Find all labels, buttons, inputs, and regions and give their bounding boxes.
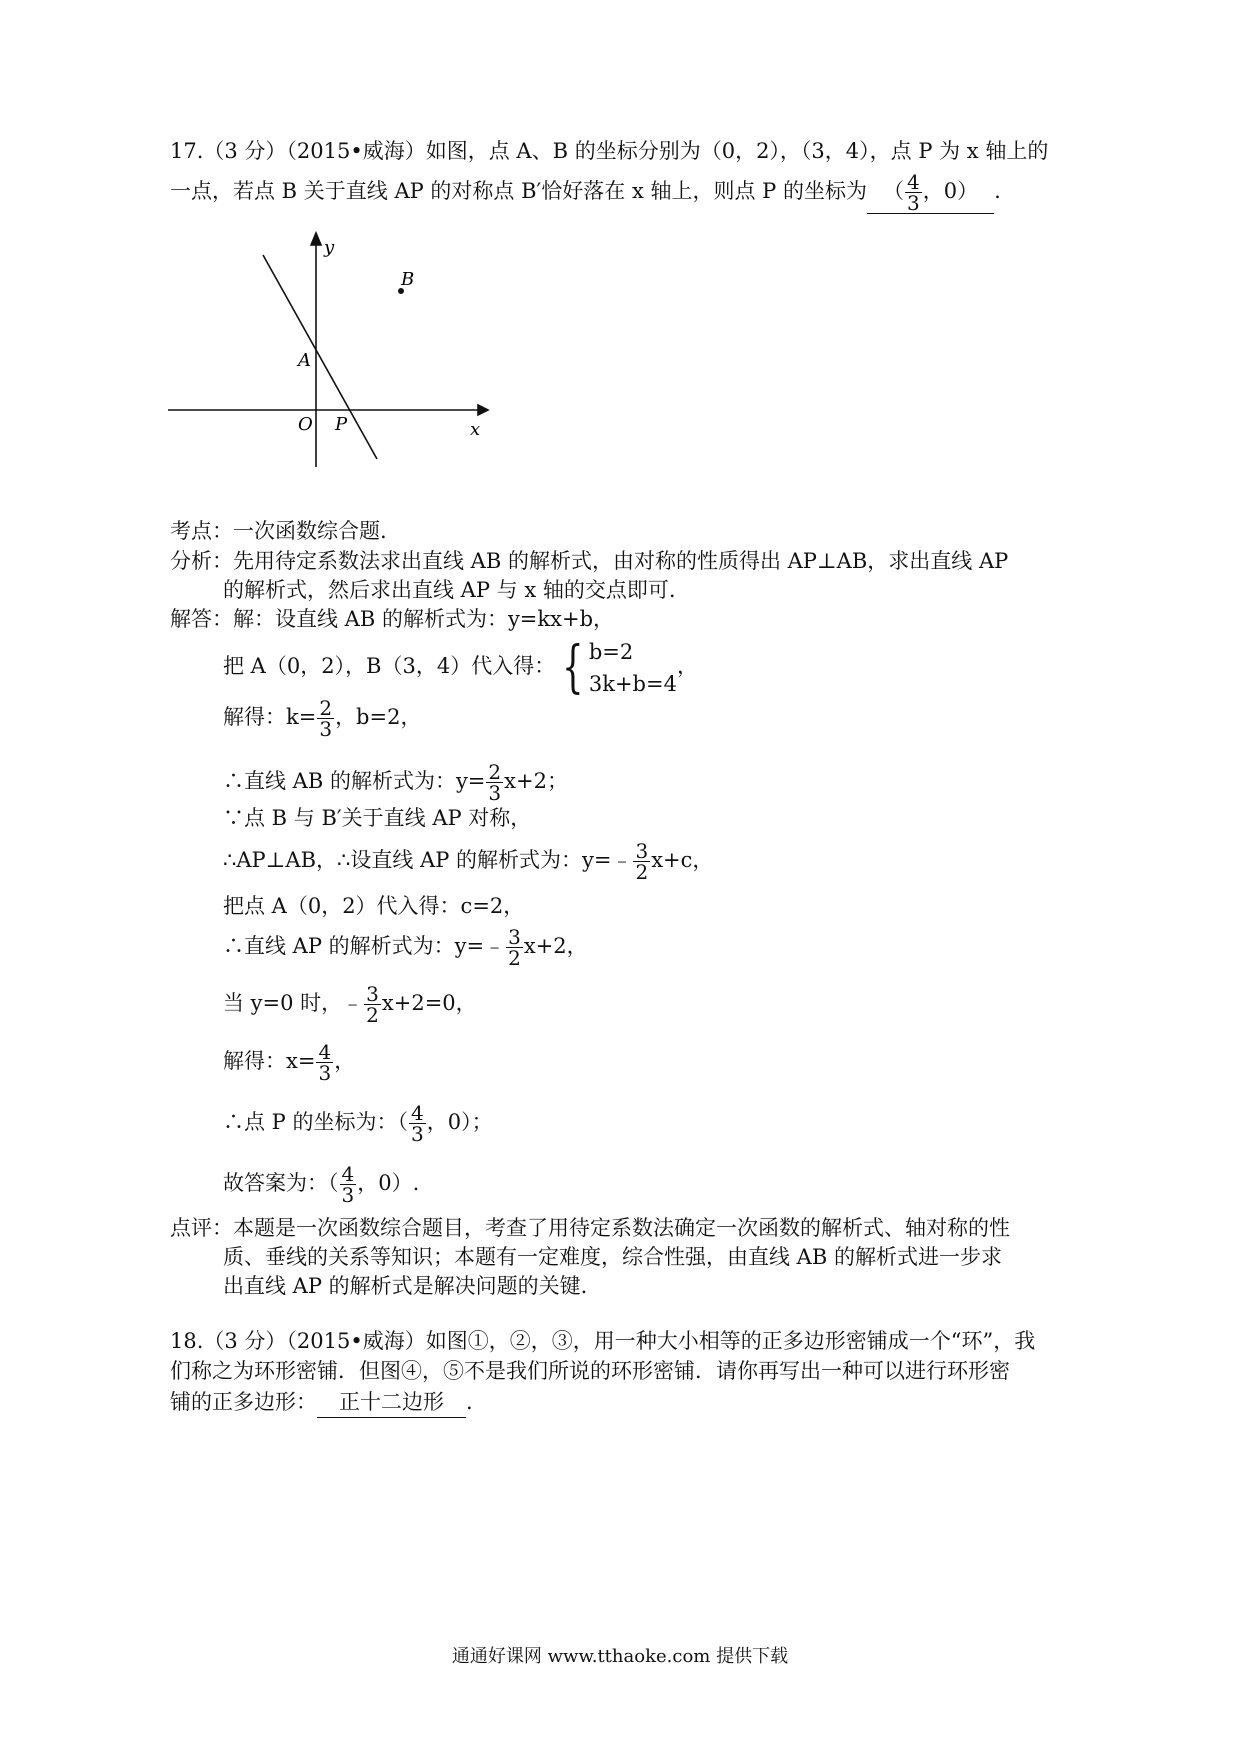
x-axis-arrow [478,405,488,415]
s9-num: 3 [366,982,379,1006]
dianping-text2: 质、垂线的关系等知识；本题有一定难度，综合性强，由直线 AB 的解析式进一步求 [223,1245,1002,1269]
jieda-s7: 把点 A（0，2）代入得：c=2， [223,894,525,918]
jieda-s12 [223,1163,419,1205]
jieda-s2: 把 A（0，2），B（3，4）代入得： [223,654,556,678]
kaodian-line [170,516,387,546]
jieda-s11 [223,1102,493,1144]
s3-fraction [317,698,334,739]
s12-fraction [340,1164,357,1205]
q17-line2-text: 一点，若点 B 关于直线 AP 的对称点 B′恰好落在 x 轴上，则点 P 的坐标为 [170,179,867,203]
dianping-text1: 本题是一次函数综合题目，考查了用待定系数法确定一次函数的解析式、轴对称的性 [233,1216,1010,1240]
s9-den: 2 [366,1003,379,1027]
q17-answer-fraction [905,172,922,213]
footer-text: 通通好课网 www.tthaoke.com 提供下载 [451,1646,789,1667]
fenxi-text1: 先用待定系数法求出直线 AB 的解析式，由对称的性质得出 AP⊥AB，求出直线 AP [233,549,1009,573]
system-eq2: 3k+b=4 [588,671,677,696]
s11-fraction [409,1103,426,1144]
dianping-text3: 出直线 AP 的解析式是解决问题的关键. [223,1274,588,1298]
jieda-s9 [223,983,477,1025]
s8-pre: ∴直线 AP 的解析式为：y=﹣ [223,934,506,958]
jieda-label: 解答： [170,607,233,631]
jieda-line1 [170,604,614,634]
jieda-s3 [223,697,421,739]
s10-num: 4 [318,1040,332,1064]
coordinate-figure [160,225,500,480]
fenxi-label: 分析： [170,549,233,573]
s10-den: 3 [318,1061,332,1085]
s6-den: 2 [635,860,649,884]
fenxi-line1 [170,546,1008,576]
dianping-label: 点评： [170,1216,233,1240]
s4-num: 2 [488,760,502,784]
point-B-label: B [401,269,415,290]
s12-den: 3 [341,1183,355,1207]
kaodian-text: 一次函数综合题. [233,519,387,543]
system-eq1: b=2 [588,639,634,664]
jieda-s2-line [223,634,698,700]
s10-fraction [316,1042,333,1083]
q17-answer-blank [867,172,994,214]
q18-line3-end: . [466,1390,473,1414]
brace-icon: { [562,634,584,700]
s9-fraction [364,984,381,1025]
fenxi-text2: 的解析式，然后求出直线 AP 与 x 轴的交点即可. [223,578,676,602]
point-P-label: P [335,414,348,435]
y-axis-arrow [311,233,321,245]
s8-den: 2 [508,946,521,970]
line-AP [263,255,377,459]
s11-num: 4 [410,1101,424,1125]
q17-answer-close: ，0） [922,179,979,203]
s11-den: 3 [410,1122,424,1146]
y-axis-label: y [324,237,335,258]
s3-den: 3 [319,717,333,741]
s11-pre: ∴点 P 的坐标为：（ [223,1110,408,1134]
s4-fraction [486,762,503,803]
s12-post: ，0）. [357,1171,420,1195]
s9-post: x+2=0， [381,991,477,1015]
x-axis-label: x [470,419,481,440]
q18-line2: 们称之为环形密铺．但图④，⑤不是我们所说的环形密铺．请你再写出一种可以进行环形密 [170,1359,1010,1383]
s12-pre: 故答案为：（ [223,1171,339,1195]
kaodian-label: 考点： [170,519,233,543]
q18-line1: 18.（3 分）（2015•威海）如图①，②，③，用一种大小相等的正多边形密铺成一个“环”，我 [170,1329,1036,1353]
s3-post: ，b=2， [335,705,422,729]
jieda-s1: 解：设直线 AB 的解析式为：y=kx+b， [233,607,615,631]
jieda-s8 [223,926,588,968]
s12-num: 4 [341,1162,355,1186]
s11-post: ，0）； [426,1110,493,1134]
s9-pre: 当 y=0 时，﹣ [223,991,364,1015]
s6-fraction [633,841,650,882]
q18-line3-pre: 铺的正多边形： [170,1390,317,1414]
q17-line1: 17.（3 分）（2015•威海）如图，点 A、B 的坐标分别为（0，2），（3，4），点 P 为 x 轴上的 [170,139,1049,163]
s10-post: ， [334,1049,356,1073]
s10-pre: 解得：x= [223,1049,316,1073]
s8-post: x+2， [523,934,588,958]
s3-pre: 解得：k= [223,705,317,729]
point-A-label: A [298,350,311,371]
s6-num: 3 [635,839,649,863]
s8-num: 3 [508,925,521,949]
equation-system [555,636,677,700]
s4-den: 3 [488,781,502,805]
q17-answer-den: 3 [906,191,920,215]
s8-fraction [506,927,523,968]
origin-label: O [298,414,313,435]
s6-post: x+c， [651,848,714,872]
q17-answer-num: 4 [906,170,920,194]
q17-line2-end: . [994,179,1001,203]
s4-post: x+2； [504,769,568,793]
q18-answer-blank: 正十二边形 [317,1387,466,1418]
q17-line2 [170,172,1001,214]
q18-line3 [170,1387,473,1418]
s4-pre: ∴直线 AB 的解析式为：y= [223,769,486,793]
dianping-line1 [170,1213,1010,1243]
s3-num: 2 [319,696,333,720]
q17-answer-open: （ [882,179,904,203]
jieda-s5: ∵点 B 与 B′关于直线 AP 对称， [223,806,532,830]
jieda-s10 [223,1041,355,1083]
s6-pre: ∴AP⊥AB，∴设直线 AP 的解析式为：y=﹣ [223,848,633,872]
jieda-s6 [223,840,713,882]
jieda-s4 [223,761,568,803]
jieda-s2-end: ， [676,654,698,678]
